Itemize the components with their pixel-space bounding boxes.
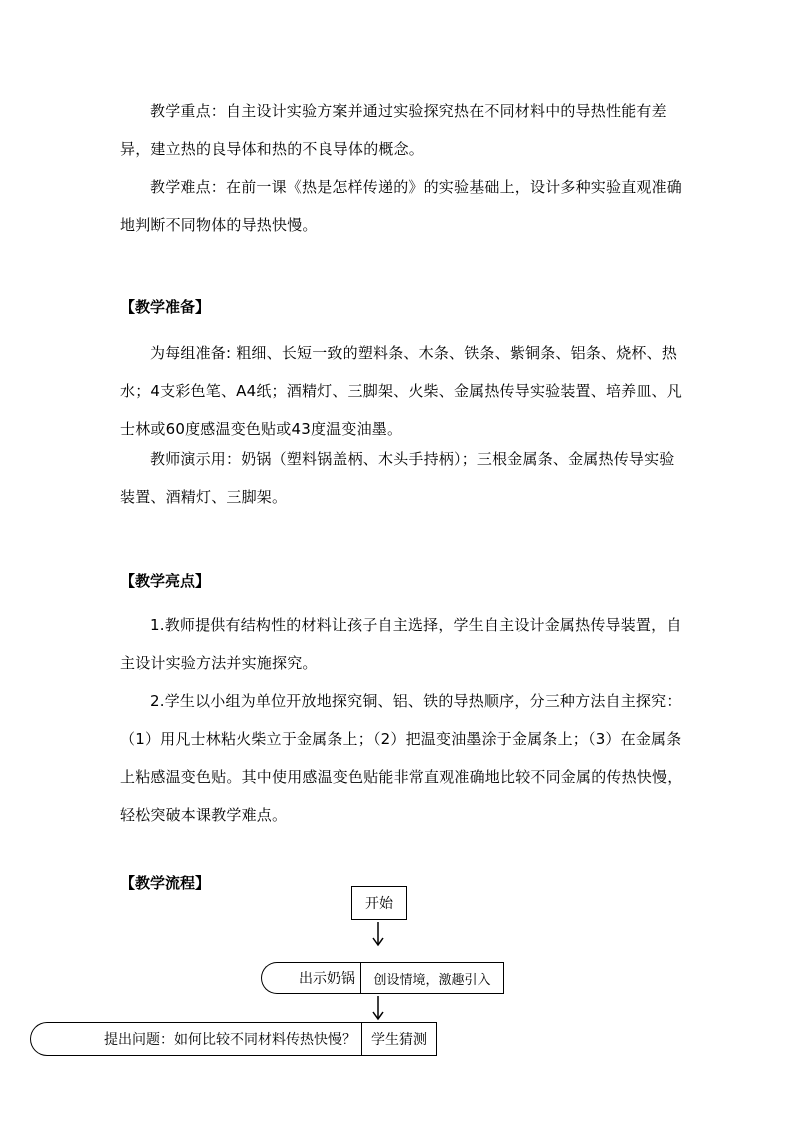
flow-arrow-1 bbox=[368, 920, 388, 950]
flow-step2-terminal bbox=[30, 1022, 362, 1056]
highlight-item-2: 2.学生以小组为单位开放地探究铜、铝、铁的导热顺序，分三种方法自主探究：（1）用凡士林粘火柴立于金属条上；（2）把温变油墨涂于金属条上；（3）在金属条上粘感温变色贴。其中使用感温变色贴能非常直观准确地比较不同金属的传热快慢，轻松突破本课教学难点。 bbox=[120, 692, 683, 824]
prep-teacher-materials: 教师演示用：奶锅（塑料锅盖柄、木头手持柄）；三根金属条、金属热传导实验装置、酒精灯、三脚架。 bbox=[120, 450, 675, 506]
flow-step1-left-label: 出示奶锅 bbox=[299, 971, 355, 987]
flow-step1-terminal bbox=[261, 962, 361, 994]
flow-step2-box: 学生猜测 bbox=[361, 1022, 437, 1056]
teaching-difficulty: 教学难点：在前一课《热是怎样传递的》的实验基础上，设计多种实验直观准确地判断不同物体的导热快慢。 bbox=[120, 178, 683, 234]
flow-start-box: 开始 bbox=[351, 886, 407, 920]
highlight-item-1: 1.教师提供有结构性的材料让孩子自主选择，学生自主设计金属热传导装置，自主设计实验方法并实施探究。 bbox=[120, 616, 682, 672]
prep-group-materials: 为每组准备: 粗细、长短一致的塑料条、木条、铁条、紫铜条、铝条、烧杯、热水；4支彩色笔、A4纸；酒精灯、三脚架、火柴、金属热传导实验装置、培养皿、凡士林或60度感温变色贴或43度温变油墨。 bbox=[120, 344, 682, 438]
flow-heading: 【教学流程】 bbox=[120, 874, 211, 892]
flow-step1-box: 创设情境，激趣引入 bbox=[360, 962, 504, 994]
flow-step2-left-label: 提出问题：如何比较不同材料传热快慢？ bbox=[104, 1032, 356, 1048]
highlight-heading: 【教学亮点】 bbox=[120, 572, 211, 590]
prep-heading: 【教学准备】 bbox=[120, 298, 211, 316]
teaching-key-point: 教学重点：自主设计实验方案并通过实验探究热在不同材料中的导热性能有差异，建立热的良导体和热的不良导体的概念。 bbox=[120, 102, 667, 158]
flow-arrow-2 bbox=[368, 994, 388, 1024]
